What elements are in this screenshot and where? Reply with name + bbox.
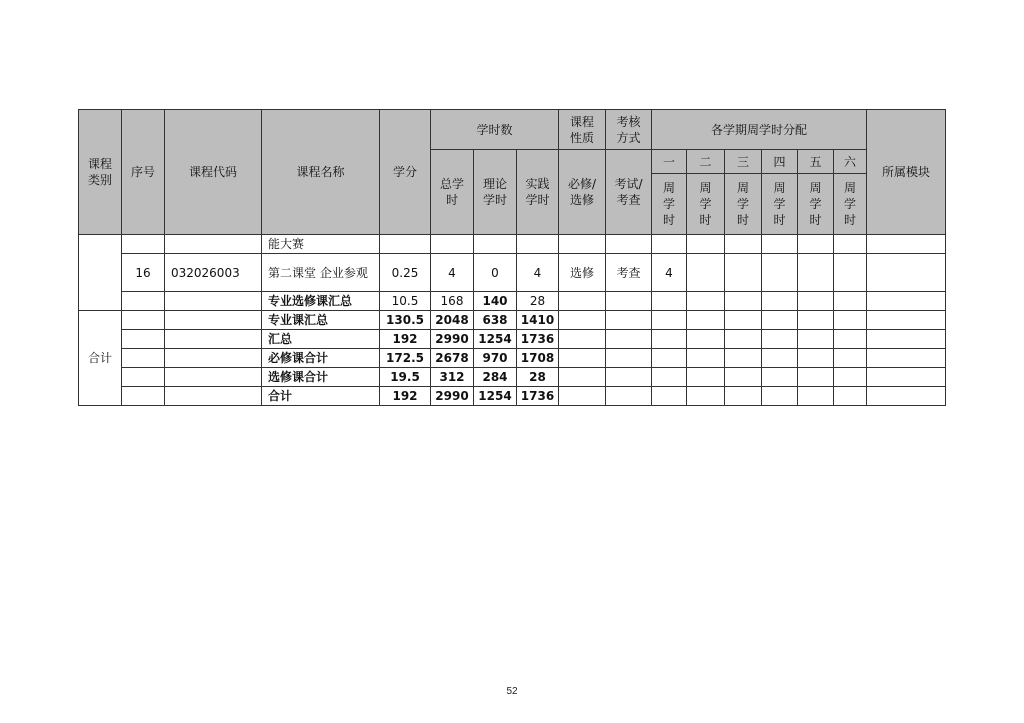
header-week-hours-4: 周 学 时 <box>762 174 798 235</box>
curriculum-table <box>78 109 946 406</box>
header-week-hours-5: 周 学 时 <box>798 174 834 235</box>
header-module: 所属模块 <box>867 110 946 235</box>
header-semester-2: 二 <box>687 150 725 174</box>
totals-row <box>79 387 946 406</box>
course-total-hours: 4 <box>431 254 474 292</box>
header-seq: 序号 <box>122 110 165 235</box>
header-week-hours-1: 周 学 时 <box>652 174 687 235</box>
totals-theory-hours: 1254 <box>474 330 517 349</box>
totals-theory-hours: 284 <box>474 368 517 387</box>
totals-total-hours: 312 <box>431 368 474 387</box>
subtotal-practice-hours: 28 <box>517 292 559 311</box>
totals-theory-hours: 970 <box>474 349 517 368</box>
course-name: 第二课堂 企业参观 <box>262 254 380 292</box>
header-assessment: 考核 方式 <box>606 110 652 150</box>
course-nature: 选修 <box>559 254 606 292</box>
course-credits: 0.25 <box>380 254 431 292</box>
header-credits: 学分 <box>380 110 431 235</box>
header-nature: 课程 性质 <box>559 110 606 150</box>
header-category: 课程 类别 <box>79 110 122 235</box>
totals-theory-hours: 638 <box>474 311 517 330</box>
totals-row <box>79 330 946 349</box>
totals-name: 合计 <box>262 387 380 406</box>
totals-credits: 172.5 <box>380 349 431 368</box>
header-semester-3: 三 <box>725 150 762 174</box>
header-semester-5: 五 <box>798 150 834 174</box>
header-practice-hours: 实践 学时 <box>517 150 559 235</box>
header-hours-group: 学时数 <box>431 110 559 150</box>
totals-total-hours: 2048 <box>431 311 474 330</box>
header-semester-group: 各学期周学时分配 <box>652 110 867 150</box>
course-seq: 16 <box>122 254 165 292</box>
subtotal-total-hours: 168 <box>431 292 474 311</box>
totals-category: 合计 <box>79 311 122 406</box>
table-row <box>79 254 946 292</box>
totals-name: 专业课汇总 <box>262 311 380 330</box>
header-semester-4: 四 <box>762 150 798 174</box>
course-practice-hours: 4 <box>517 254 559 292</box>
page-number: 52 <box>506 686 518 697</box>
header-assessment-sub: 考试/ 考查 <box>606 150 652 235</box>
totals-practice-hours: 1410 <box>517 311 559 330</box>
course-assessment: 考查 <box>606 254 652 292</box>
totals-name: 汇总 <box>262 330 380 349</box>
header-semester-6: 六 <box>834 150 867 174</box>
totals-practice-hours: 1708 <box>517 349 559 368</box>
totals-total-hours: 2990 <box>431 330 474 349</box>
totals-credits: 192 <box>380 330 431 349</box>
header-week-hours-6: 周 学 时 <box>834 174 867 235</box>
totals-total-hours: 2990 <box>431 387 474 406</box>
subtotal-name: 专业选修课汇总 <box>262 292 380 311</box>
header-code: 课程代码 <box>165 110 262 235</box>
course-name: 能大赛 <box>262 235 380 254</box>
totals-credits: 192 <box>380 387 431 406</box>
totals-practice-hours: 28 <box>517 368 559 387</box>
totals-total-hours: 2678 <box>431 349 474 368</box>
category-cell <box>79 235 122 311</box>
header-week-hours-3: 周 学 时 <box>725 174 762 235</box>
header-theory-hours: 理论 学时 <box>474 150 517 235</box>
header-total-hours: 总学 时 <box>431 150 474 235</box>
totals-credits: 19.5 <box>380 368 431 387</box>
totals-name: 选修课合计 <box>262 368 380 387</box>
subtotal-theory-hours: 140 <box>474 292 517 311</box>
totals-row <box>79 311 946 330</box>
totals-credits: 130.5 <box>380 311 431 330</box>
course-code: 032026003 <box>165 254 262 292</box>
totals-practice-hours: 1736 <box>517 330 559 349</box>
subtotal-credits: 10.5 <box>380 292 431 311</box>
header-nature-sub: 必修/ 选修 <box>559 150 606 235</box>
table-row <box>79 235 946 254</box>
header-week-hours-2: 周 学 时 <box>687 174 725 235</box>
totals-row <box>79 349 946 368</box>
totals-theory-hours: 1254 <box>474 387 517 406</box>
course-theory-hours: 0 <box>474 254 517 292</box>
totals-row <box>79 368 946 387</box>
table-row <box>79 292 946 311</box>
totals-practice-hours: 1736 <box>517 387 559 406</box>
header-name: 课程名称 <box>262 110 380 235</box>
header-semester-1: 一 <box>652 150 687 174</box>
course-semester-1: 4 <box>652 254 687 292</box>
totals-name: 必修课合计 <box>262 349 380 368</box>
